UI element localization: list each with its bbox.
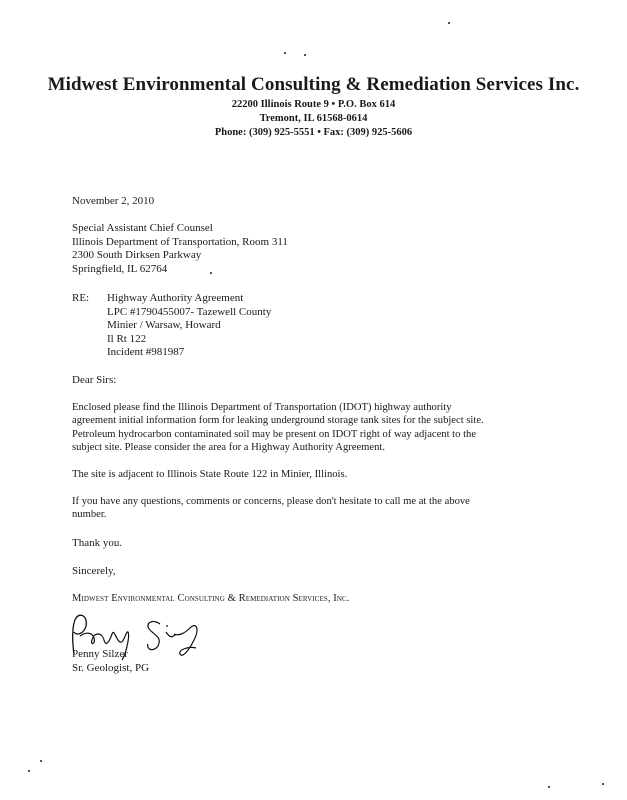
scan-speck: [40, 760, 42, 762]
re-subject-block: [107, 292, 271, 360]
recipient-line: 2300 South Dirksen Parkway: [72, 249, 202, 262]
paragraph-questions: [72, 495, 552, 522]
recipient-address: [72, 222, 288, 276]
paragraph-line: number.: [72, 509, 107, 521]
paragraph-line: Petroleum hydrocarbon contaminated soil may be present on IDOT right of way adjacent to the: [72, 428, 477, 440]
company-name: Midwest Environmental Consulting & Remediation Services Inc.: [47, 74, 580, 95]
re-line: Highway Authority Agreement: [107, 292, 244, 304]
thank-you: Thank you.: [72, 537, 123, 549]
paragraph-line: Enclosed please find the Illinois Department of Transportation (IDOT) highway authority: [72, 402, 452, 413]
letterhead: [0, 74, 627, 140]
signer-title: Sr. Geologist, PG: [72, 662, 150, 674]
letterhead-address-line-2: Tremont, IL 61568-0614: [259, 113, 368, 124]
salutation: Dear Sirs:: [72, 374, 117, 386]
re-line: Minier / Warsaw, Howard: [107, 319, 221, 332]
scan-speck: [602, 783, 604, 785]
company-signature-line: Midwest Environmental Consulting & Remediation Services, Inc.: [72, 593, 350, 604]
scan-speck: [548, 786, 550, 788]
scan-speck: [448, 22, 450, 24]
re-line: Il Rt 122: [107, 332, 147, 345]
signer-name: Penny Silzer: [72, 648, 128, 660]
paragraph-site-location: The site is adjacent to Illinois State Route 122 in Minier, Illinois.: [72, 469, 348, 480]
scan-speck: [284, 52, 286, 54]
scan-speck: [210, 272, 212, 274]
closing: Sincerely,: [72, 565, 116, 577]
paragraph-line: subject site. Please consider the area for a Highway Authority Agreement.: [72, 442, 386, 454]
recipient-line: Special Assistant Chief Counsel: [72, 222, 213, 234]
scan-speck: [28, 770, 30, 772]
recipient-line: Springfield, IL 62764: [72, 262, 168, 275]
letterhead-address-line-1: 22200 Illinois Route 9 • P.O. Box 614: [231, 99, 396, 110]
paragraph-enclosure: [72, 401, 552, 455]
re-line: Incident #981987: [107, 346, 185, 359]
scan-speck: [304, 54, 306, 56]
paragraph-line: If you have any questions, comments or concerns, please don't hesitate to call me at the above: [72, 496, 470, 507]
re-line: LPC #1790455007- Tazewell County: [107, 305, 272, 318]
letter-date: November 2, 2010: [72, 195, 155, 207]
paragraph-line: agreement initial information form for leaking underground storage tank sites for the subject site.: [72, 415, 484, 427]
letterhead-phone-fax: Phone: (309) 925-5551 • Fax: (309) 925-5606: [214, 127, 413, 138]
re-label: RE:: [72, 292, 90, 304]
recipient-line: Illinois Department of Transportation, Room 311: [72, 235, 288, 248]
